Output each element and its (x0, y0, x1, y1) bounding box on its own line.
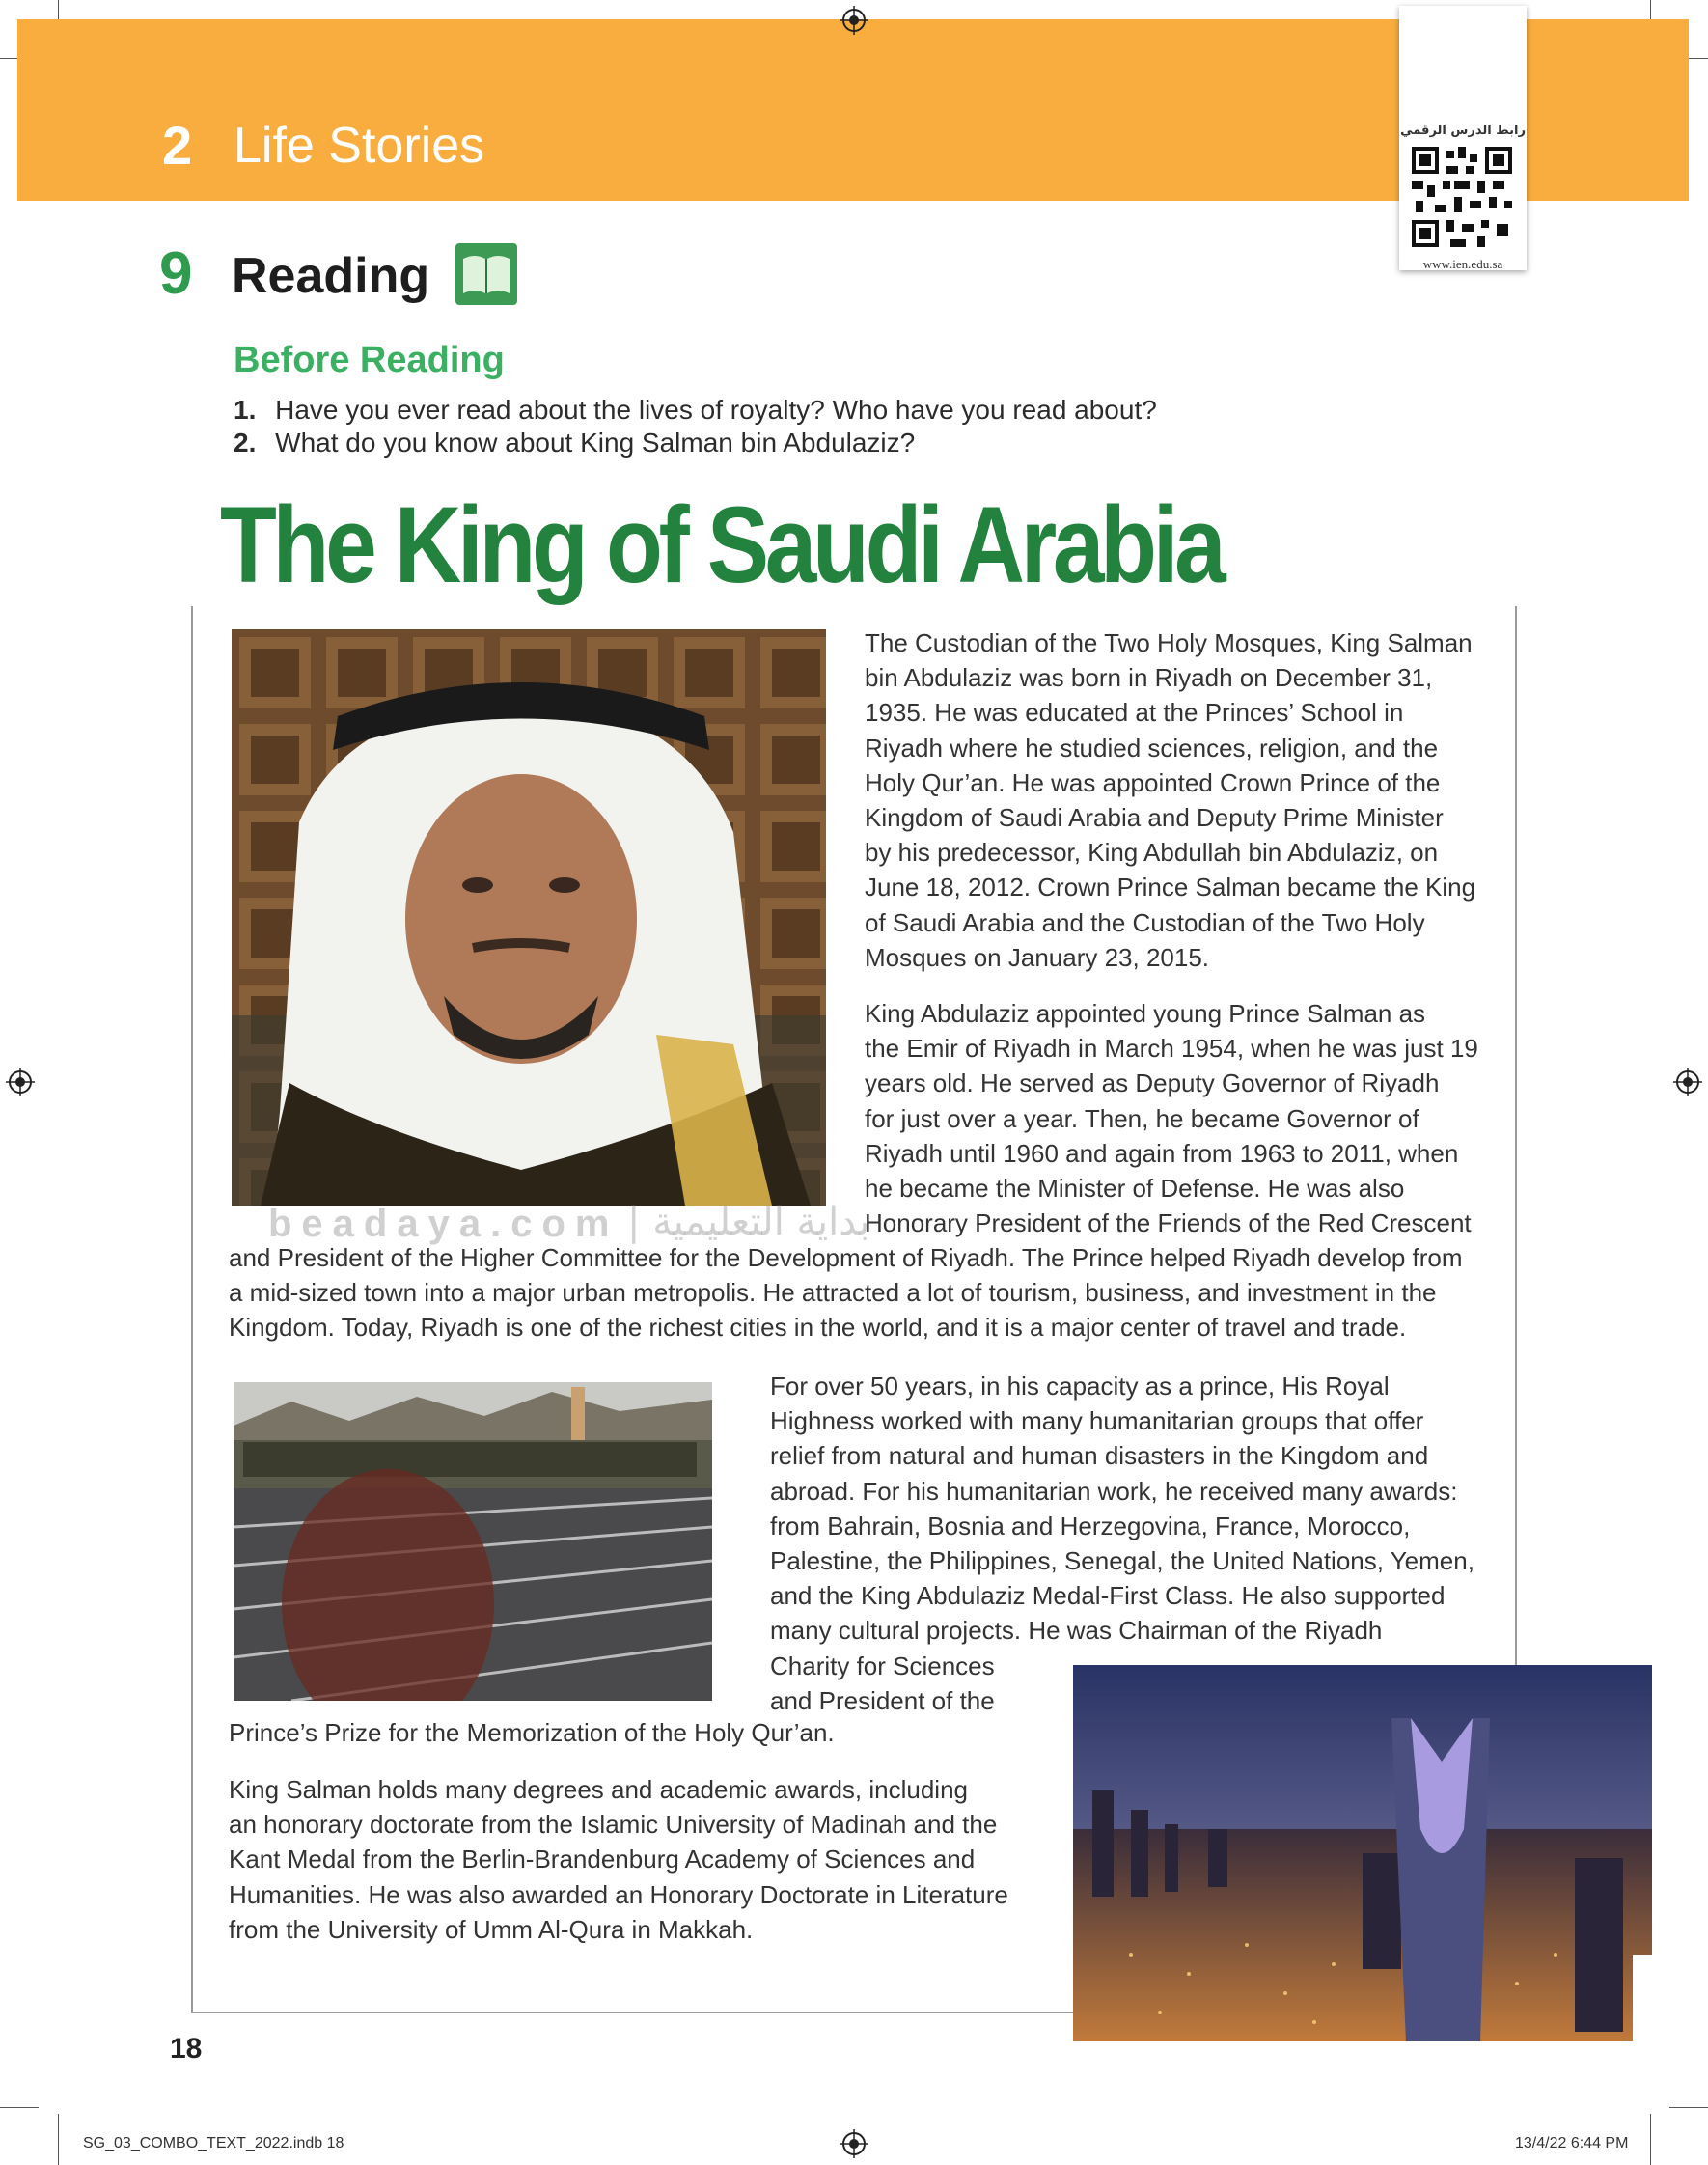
text-line: Highness worked with many humanitarian groups that offer (770, 1406, 1424, 1436)
question-text: Have you ever read about the lives of royalty? Who have you read about? (275, 395, 1157, 425)
question-number: 2. (234, 428, 257, 458)
text-line: Kant Medal from the Berlin-Brandenburg Academy of Sciences and (229, 1845, 976, 1874)
paragraph-2 (865, 996, 1501, 1240)
text-line: Kingdom. Today, Riyadh is one of the richest cities in the world, and it is a major center of travel and trade. (229, 1313, 1407, 1343)
text-line: For over 50 years, in his capacity as a prince, His Royal (770, 1372, 1390, 1401)
paragraph-2-continued (229, 1240, 1502, 1346)
text-line: and President of the Higher Committee for the Development of Riyadh. The Prince helped Riyadh develop from (229, 1243, 1463, 1272)
text-line: Charity for Sciences (770, 1651, 995, 1680)
text-line: Kingdom of Saudi Arabia and Deputy Prime Minister (865, 803, 1444, 833)
watermark-latin: beadaya.com (268, 1203, 620, 1245)
lesson-title: Reading (232, 248, 430, 304)
list-item (234, 394, 1157, 427)
text-line: of Saudi Arabia and the Custodian of the Two Holy (865, 907, 1425, 937)
crop-mark (1669, 2107, 1708, 2108)
king-portrait-photo (232, 629, 826, 1206)
text-line: and President of the (770, 1685, 995, 1715)
text-line: Humanities. He was also awarded an Honorary Doctorate in Literature (229, 1879, 1008, 1909)
crop-mark (58, 2114, 59, 2165)
text-line: Riyadh until 1960 and again from 1963 to 2011, when (865, 1138, 1459, 1168)
qr-label: رابط الدرس الرقمي (1400, 124, 1526, 138)
text-line: Riyadh where he studied sciences, religion, and the (865, 733, 1439, 763)
crop-mark (1650, 2114, 1651, 2165)
text-line: relief from natural and human disasters in the Kingdom and (770, 1441, 1429, 1471)
unit-number: 2 (162, 115, 193, 176)
page-number: 18 (170, 2033, 203, 2065)
text-line: 1935. He was educated at the Princes’ School in (865, 698, 1404, 728)
text-line: Honorary President of the Friends of the Red Crescent (865, 1208, 1472, 1238)
book-icon (454, 241, 519, 307)
qr-card[interactable] (1399, 6, 1527, 270)
article-title: The King of Saudi Arabia (220, 485, 1223, 605)
registration-mark-icon (1673, 1068, 1702, 1096)
footer-file-info: SG_03_COMBO_TEXT_2022.indb 18 (83, 2135, 344, 2151)
text-line: The Custodian of the Two Holy Mosques, King Salman (865, 628, 1473, 657)
watermark-arabic: | بداية التعليمية (627, 1200, 870, 1244)
footer-timestamp: 13/4/22 6:44 PM (1515, 2135, 1629, 2151)
crop-mark (0, 2107, 39, 2108)
paragraph-4 (229, 1772, 1049, 1947)
text-line: June 18, 2012. Crown Prince Salman became the King (865, 873, 1476, 902)
paragraph-1 (865, 625, 1492, 975)
text-line: an honorary doctorate from the Islamic University of Madinah and the (229, 1810, 998, 1840)
text-line: years old. He served as Deputy Governor of Riyadh (865, 1069, 1440, 1098)
text-line: many cultural projects. He was Chairman of the Riyadh (770, 1616, 1383, 1646)
text-line: from Bahrain, Bosnia and Herzegovina, France, Morocco, (770, 1511, 1411, 1540)
text-line: by his predecessor, King Abdullah bin Abdulaziz, on (865, 838, 1439, 868)
article-frame-left (191, 606, 193, 2013)
text-line: he became the Minister of Defense. He was also (865, 1174, 1405, 1204)
text-line: King Salman holds many degrees and academic awards, including (229, 1775, 968, 1804)
registration-mark-icon (840, 6, 868, 35)
before-reading-heading: Before Reading (234, 340, 505, 380)
question-text: What do you know about King Salman bin Abdulaziz? (275, 428, 916, 458)
text-line: abroad. For his humanitarian work, he received many awards: (770, 1476, 1458, 1506)
text-line: King Abdulaziz appointed young Prince Salman as (865, 999, 1426, 1028)
question-list (234, 394, 1157, 459)
unit-title: Life Stories (234, 118, 485, 174)
riyadh-skyline-photo (1073, 1665, 1652, 2041)
qr-url: www.ien.edu.sa (1422, 257, 1503, 271)
list-item (234, 427, 1157, 459)
text-line: Palestine, the Philippines, Senegal, the United Nations, Yemen, (770, 1546, 1474, 1576)
text-line: Prince’s Prize for the Memorization of the Holy Qur’an. (229, 1718, 835, 1747)
lesson-number: 9 (159, 240, 193, 307)
text-line: Holy Qur’an. He was appointed Crown Prince of the (865, 767, 1441, 797)
question-number: 1. (234, 395, 257, 425)
parade-photo (234, 1382, 712, 1701)
text-line: Mosques on January 23, 2015. (865, 942, 1210, 972)
article-frame-right (1515, 606, 1517, 1668)
registration-mark-icon (6, 1068, 35, 1096)
paragraph-3-continued (229, 1715, 962, 1750)
text-line: from the University of Umm Al-Qura in Makkah. (229, 1914, 754, 1944)
text-line: the Emir of Riyadh in March 1954, when he was just 19 (865, 1034, 1478, 1064)
text-line: a mid-sized town into a major urban metropolis. He attracted a lot of tourism, business, and investment in the (229, 1278, 1437, 1308)
text-line: bin Abdulaziz was born in Riyadh on December 31, (865, 663, 1433, 693)
text-line: and the King Abdulaziz Medal-First Class. He also supported (770, 1581, 1446, 1611)
qr-code-icon[interactable] (1408, 143, 1516, 251)
registration-mark-icon (840, 2129, 868, 2158)
text-line: for just over a year. Then, he became Governor of (865, 1103, 1419, 1133)
